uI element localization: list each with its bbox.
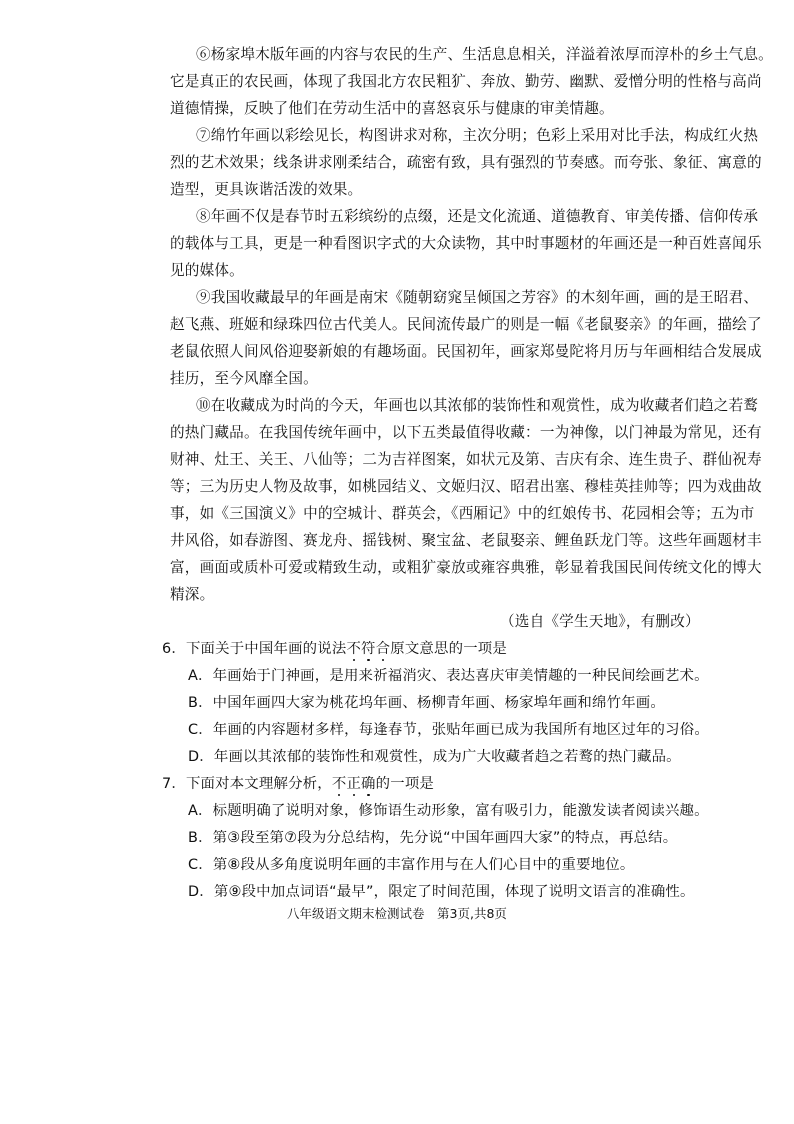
question-7-option-d: D．第⑨段中加点词语“最早”，限定了时间范围，体现了说明文语言的准确性。 xyxy=(188,884,695,900)
para-10-line-8: 精深。 xyxy=(170,586,215,603)
para-10-line-5: 事，如《三国演义》中的空城计、群英会，《西厢记》中的红娘传书、花园相会等；五为市 xyxy=(170,505,755,522)
question-6-option-d: D．年画以其浓郁的装饰性和观赏性，成为广大收藏者趋之若鹜的热门藏品。 xyxy=(188,749,681,765)
para-8-line-3: 见的媒体。 xyxy=(170,262,244,279)
para-10-line-4: 等；三为历史人物及故事，如桃园结义、文姬归汉、昭君出塞、穆桂英挂帅等；四为戏曲故 xyxy=(170,478,762,495)
para-10-line-3: 财神、灶王、关王、八仙等；二为吉祥图案，如状元及第、吉庆有余、连生贵子、群仙祝寿 xyxy=(170,451,762,468)
para-10-line-1: ⑩在收藏成为时尚的今天，年画也以其浓郁的装饰性和观赏性，成为收藏者们趋之若鹜 xyxy=(196,397,759,414)
para-6-line-3: 道德情操，反映了他们在劳动生活中的喜怒哀乐与健康的审美情趣。 xyxy=(170,100,614,117)
question-6-dotted-char-1: 不 xyxy=(346,641,362,657)
question-7-stem xyxy=(162,774,434,794)
question-7-stem-prefix: 7．下面对本文理解分析， xyxy=(162,776,332,792)
question-6-stem xyxy=(162,639,507,659)
question-7-dotted-char-3: 确 xyxy=(361,776,376,792)
para-10-line-7: 富，画面或质朴可爱或精致生动，或粗犷豪放或雍容典雅，彰显着我国民间传统文化的博大 xyxy=(170,559,762,576)
para-7-line-1: ⑦绵竹年画以彩绘见长，构图讲求对称，主次分明；色彩上采用对比手法，构成红火热 xyxy=(196,127,759,144)
question-6-dotted-char-3: 合 xyxy=(375,641,391,657)
question-6-stem-prefix: 6．下面关于中国年画的说法 xyxy=(162,641,347,657)
para-9-line-2: 赵飞燕、班姬和绿珠四位古代美人。民间流传最广的则是一幅《老鼠娶亲》的年画，描绘了 xyxy=(170,316,762,333)
question-6-stem-suffix: 原文意思的一项是 xyxy=(390,641,507,657)
question-7-option-a: A．标题明确了说明对象，修饰语生动形象，富有吸引力，能激发读者阅读兴趣。 xyxy=(188,803,709,819)
para-10-line-6: 井风俗，如春游图、赛龙舟、摇钱树、聚宝盆、老鼠娶亲、鲤鱼跃龙门等。这些年画题材丰 xyxy=(170,532,762,549)
para-6-line-1: ⑥杨家埠木版年画的内容与农民的生产、生活息息相关，洋溢着浓厚而淳朴的乡土气息。 xyxy=(196,46,773,63)
question-6-option-b: B．中国年画四大家为桃花坞年画、杨柳青年画、杨家埠年画和绵竹年画。 xyxy=(188,695,665,711)
question-7-option-b: B．第③段至第⑦段为分总结构，先分说“中国年画四大家”的特点，再总结。 xyxy=(188,830,678,846)
question-6-option-c: C．年画的内容题材多样，每逢春节，张贴年画已成为我国所有地区过年的习俗。 xyxy=(188,722,709,738)
para-10-line-2: 的热门藏品。在我国传统年画中，以下五类最值得收藏：一为神像，以门神最为常见，还有 xyxy=(170,424,762,441)
para-8-line-2: 的载体与工具，更是一种看图识字式的大众读物，其中时事题材的年画还是一种百姓喜闻乐 xyxy=(170,235,762,252)
page-footer: 八年级语文期末检测试卷 第3页,共8页 xyxy=(287,906,507,921)
para-7-line-2: 烈的艺术效果；线条讲求刚柔结合，疏密有致，具有强烈的节奏感。而夸张、象征、寓意的 xyxy=(170,154,762,171)
para-9-line-4: 挂历，至今风靡全国。 xyxy=(170,370,318,387)
question-7-dotted-char-2: 正 xyxy=(346,776,362,792)
passage-source: （选自《学生天地》，有删改） xyxy=(500,613,700,630)
question-7-stem-suffix: 的一项是 xyxy=(375,776,435,792)
question-6-dotted-char-2: 符 xyxy=(361,641,376,657)
question-6-option-a: A．年画始于门神画，是用来祈福消灾、表达喜庆审美情趣的一种民间绘画艺术。 xyxy=(188,668,709,684)
para-7-line-3: 造型，更具诙谐活泼的效果。 xyxy=(170,181,363,198)
question-7-option-c: C．第⑧段从多角度说明年画的丰富作用与在人们心目中的重要地位。 xyxy=(188,857,635,873)
para-8-line-1: ⑧年画不仅是春节时五彩缤纷的点缀，还是文化流通、道德教育、审美传播、信仰传承 xyxy=(196,208,759,225)
para-6-line-2: 它是真正的农民画，体现了我国北方农民粗犷、奔放、勤劳、幽默、爱憎分明的性格与高尚 xyxy=(170,73,762,90)
question-7-dotted-char-1: 不 xyxy=(331,776,347,792)
para-9-line-3: 老鼠依照人间风俗迎娶新娘的有趣场面。民国初年，画家郑曼陀将月历与年画相结合发展成 xyxy=(170,343,762,360)
para-9-line-1: ⑨我国收藏最早的年画是南宋《随朝窈窕呈倾国之芳容》的木刻年画，画的是王昭君、 xyxy=(196,289,759,306)
